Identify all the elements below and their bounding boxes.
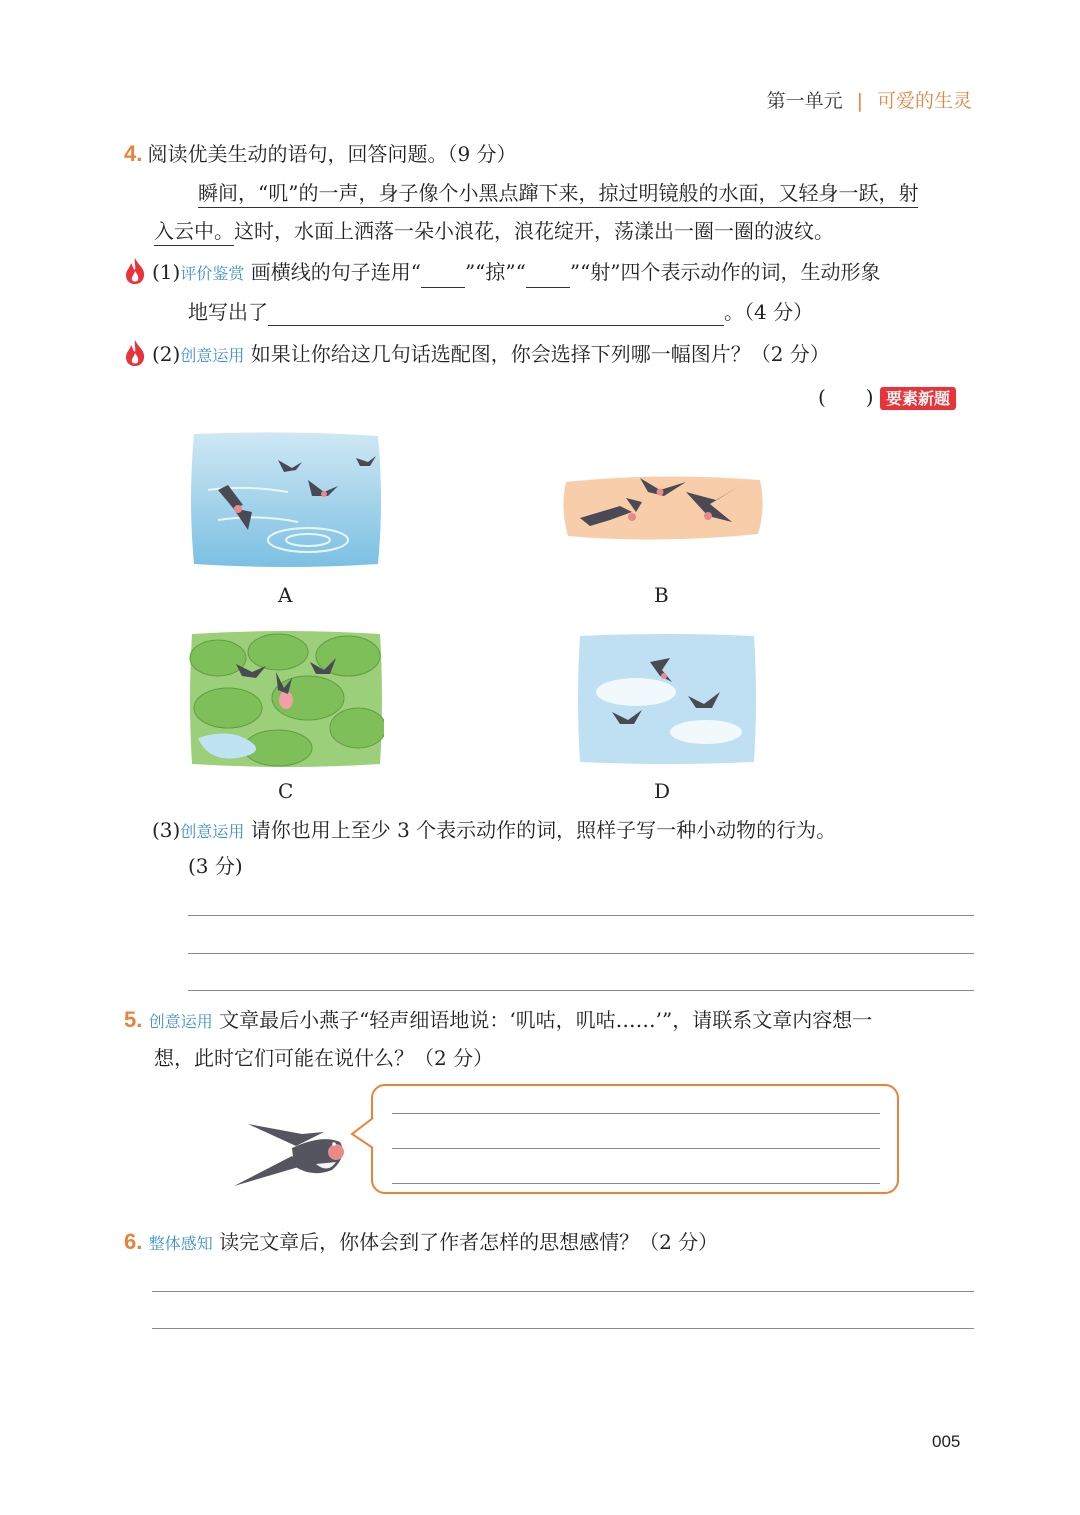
option-c-label: C [278, 779, 294, 803]
question-number: 4. [124, 141, 143, 166]
answer-blank-3[interactable] [268, 303, 724, 326]
question-5 [124, 1006, 872, 1036]
question-6 [124, 1228, 718, 1258]
bubble-answer-line[interactable] [392, 1113, 880, 1114]
subquestion-text-d: 地写出了 [188, 300, 268, 324]
subquestion-text-e: 。（4 分） [724, 300, 814, 324]
speech-bubble-tail [350, 1116, 376, 1152]
new-question-badge: 要素新题 [880, 387, 956, 410]
fire-icon [124, 339, 146, 367]
underlined-sentence: 瞬间，“叽”的一声，身子像个小黑点蹿下来，掠过明镜般的水面，又轻身一跃，射 [198, 181, 918, 208]
subquestion-number: (2) [152, 342, 181, 366]
option-c-image[interactable] [188, 628, 384, 770]
subquestion-3-score: (3 分) [188, 854, 243, 878]
passage-line-2 [154, 217, 834, 245]
option-d-image[interactable] [576, 632, 758, 766]
option-d-label: D [654, 779, 671, 803]
answer-paren[interactable]: ( ) [818, 385, 874, 409]
question-5-line-2: 想，此时它们可能在说什么？（2 分） [154, 1046, 494, 1070]
page-number: 005 [932, 1432, 961, 1451]
question-number: 6. [124, 1229, 143, 1254]
answer-blank-2[interactable] [526, 265, 570, 288]
subquestion-text-c: ”“射”四个表示动作的词，生动形象 [569, 260, 881, 284]
answer-blank-1[interactable] [421, 265, 465, 288]
question-text: 阅读优美生动的语句，回答问题。（9 分） [147, 142, 517, 166]
passage-line-1 [198, 179, 918, 207]
subquestion-number: (1) [152, 260, 181, 284]
fire-icon [124, 257, 146, 285]
header-separator: | [856, 90, 863, 112]
subquestion-text: 请你也用上至少 3 个表示动作的词，照样子写一种小动物的行为。 [250, 818, 837, 842]
subquestion-2 [152, 340, 830, 370]
option-a-label: A [278, 583, 293, 607]
unit-title: 可爱的生灵 [876, 90, 972, 112]
question-number: 5. [124, 1007, 143, 1032]
subquestion-1-line-2 [188, 298, 813, 326]
question-text: 读完文章后，你体会到了作者怎样的思想感情？（2 分） [219, 1230, 719, 1254]
skill-tag: 创意运用 [180, 822, 245, 841]
bubble-answer-line[interactable] [392, 1148, 880, 1149]
skill-tag: 创意运用 [180, 346, 245, 365]
subquestion-text: 如果让你给这几句话选配图，你会选择下列哪一幅图片？（2 分） [250, 342, 830, 366]
question-text: 文章最后小燕子“轻声细语地说：‘叽咕，叽咕……’”，请联系文章内容想一 [219, 1008, 873, 1032]
swallow-illustration [232, 1112, 354, 1190]
answer-line[interactable] [188, 990, 974, 991]
skill-tag: 整体感知 [148, 1234, 213, 1253]
subquestion-3 [152, 816, 836, 846]
bubble-answer-line[interactable] [392, 1183, 880, 1184]
subquestion-text-a: 画横线的句子连用“ [250, 260, 421, 284]
skill-tag: 评价鉴赏 [180, 264, 245, 283]
subquestion-text-b: ”“掠”“ [464, 260, 526, 284]
option-a-image[interactable] [188, 430, 384, 570]
page-header [767, 86, 972, 113]
option-b-image[interactable] [560, 462, 766, 544]
question-4-stem [124, 140, 517, 168]
passage-rest: 这时，水面上洒落一朵小浪花，浪花绽开，荡漾出一圈一圈的波纹。 [234, 219, 834, 243]
answer-line[interactable] [188, 915, 974, 916]
answer-paren-row [818, 383, 956, 413]
answer-line[interactable] [188, 953, 974, 954]
unit-label: 第一单元 [766, 90, 843, 112]
speech-bubble [371, 1084, 899, 1194]
answer-line[interactable] [152, 1291, 974, 1292]
subquestion-1 [152, 258, 881, 288]
skill-tag: 创意运用 [148, 1012, 213, 1031]
underlined-sentence-end: 入云中。 [154, 219, 234, 246]
option-b-label: B [654, 583, 669, 607]
answer-line[interactable] [152, 1328, 974, 1329]
subquestion-number: (3) [152, 818, 181, 842]
